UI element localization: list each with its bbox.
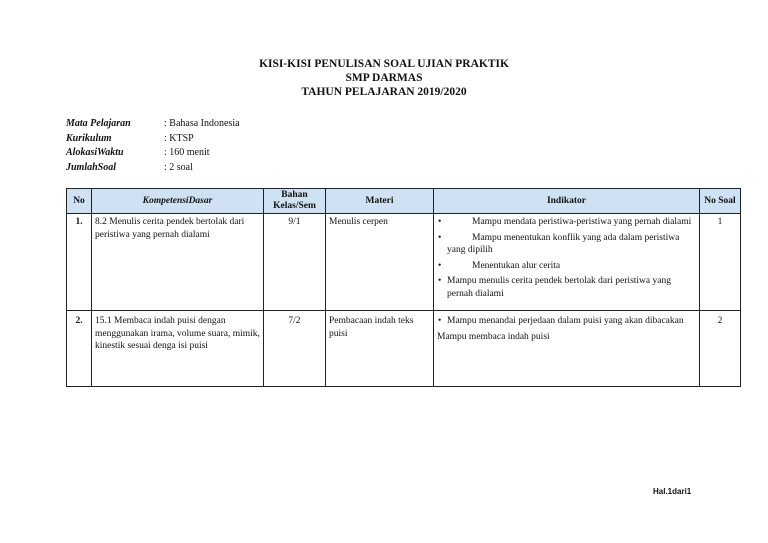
cell-indikator (434, 311, 700, 387)
meta-row-curriculum (66, 132, 240, 147)
meta-row-time (66, 146, 240, 161)
list-item (437, 315, 696, 328)
header-no: No (67, 189, 92, 214)
list-item (437, 216, 696, 229)
kisi-kisi-table (66, 188, 741, 387)
header-bahan-kelas: Bahan Kelas/Sem (264, 189, 326, 214)
meta-info (66, 117, 240, 175)
cell-bahan-kelas: 7/2 (264, 311, 326, 387)
document-title: KISI-KISI PENULISAN SOAL UJIAN PRAKTIK (259, 58, 509, 70)
meta-row-count (66, 161, 240, 176)
page-number: Hal.1dari1 (653, 487, 692, 496)
list-item (437, 232, 696, 257)
cell-no-soal: 1 (700, 214, 741, 311)
list-item (437, 260, 696, 273)
indikator-list (437, 216, 696, 300)
academic-year: TAHUN PELAJARAN 2019/2020 (301, 86, 467, 98)
list-item (437, 275, 696, 300)
meta-value: : 160 menit (164, 147, 210, 158)
indikator-text: Mampu menulis cerita pendek bertolak dari peristiwa yang pernah dialami (447, 276, 671, 299)
cell-kompetensi-dasar: 15.1 Membaca indah puisi dengan menggunakan irama, volume suara, mimik, kinestik sesuai denga isi puisi (92, 311, 264, 387)
meta-value: : Bahasa Indonesia (164, 118, 240, 129)
indikator-text: • Menentukan alur cerita (472, 260, 561, 271)
cell-no: 1. (67, 214, 92, 311)
meta-key: Kurikulum (66, 132, 112, 144)
cell-no-soal: 2 (700, 311, 741, 387)
meta-key: Mata Pelajaran (66, 118, 131, 129)
cell-materi: Pembacaan indah teks puisi (326, 311, 434, 387)
header-indikator: Indikator (434, 189, 700, 214)
table-header-row (67, 189, 741, 214)
indikator-text: Mampu menandai perjedaan dalam puisi yang akan dibacakan (447, 316, 684, 326)
indikator-text: Mampu membaca indah puisi (437, 331, 550, 342)
indikator-list (437, 315, 696, 328)
meta-value: : KTSP (164, 132, 194, 144)
cell-bahan-kelas: 9/1 (264, 214, 326, 311)
meta-row-subject (66, 117, 240, 132)
document-header (0, 57, 768, 99)
school-name: SMP DARMAS (345, 72, 423, 84)
meta-value: : 2 soal (164, 161, 193, 173)
indikator-text: • Mampu menentukan konflik yang ada dalam peristiwa yang dipilih (447, 232, 680, 255)
cell-materi: Menulis cerpen (326, 214, 434, 311)
meta-key: JumlahSoal (66, 161, 117, 173)
table-row (67, 311, 741, 387)
header-kompetensi-dasar: KompetensiDasar (92, 189, 264, 214)
cell-kompetensi-dasar: 8.2 Menulis cerita pendek bertolak dari peristiwa yang pernah dialami (92, 214, 264, 311)
meta-key: AlokasiWaktu (66, 147, 124, 158)
header-no-soal: No Soal (700, 189, 741, 214)
table-row (67, 214, 741, 311)
cell-no: 2. (67, 311, 92, 387)
indikator-text: • Mampu mendata peristiwa-peristiwa yang pernah dialami (472, 217, 692, 227)
cell-indikator (434, 214, 700, 311)
header-materi: Materi (326, 189, 434, 214)
